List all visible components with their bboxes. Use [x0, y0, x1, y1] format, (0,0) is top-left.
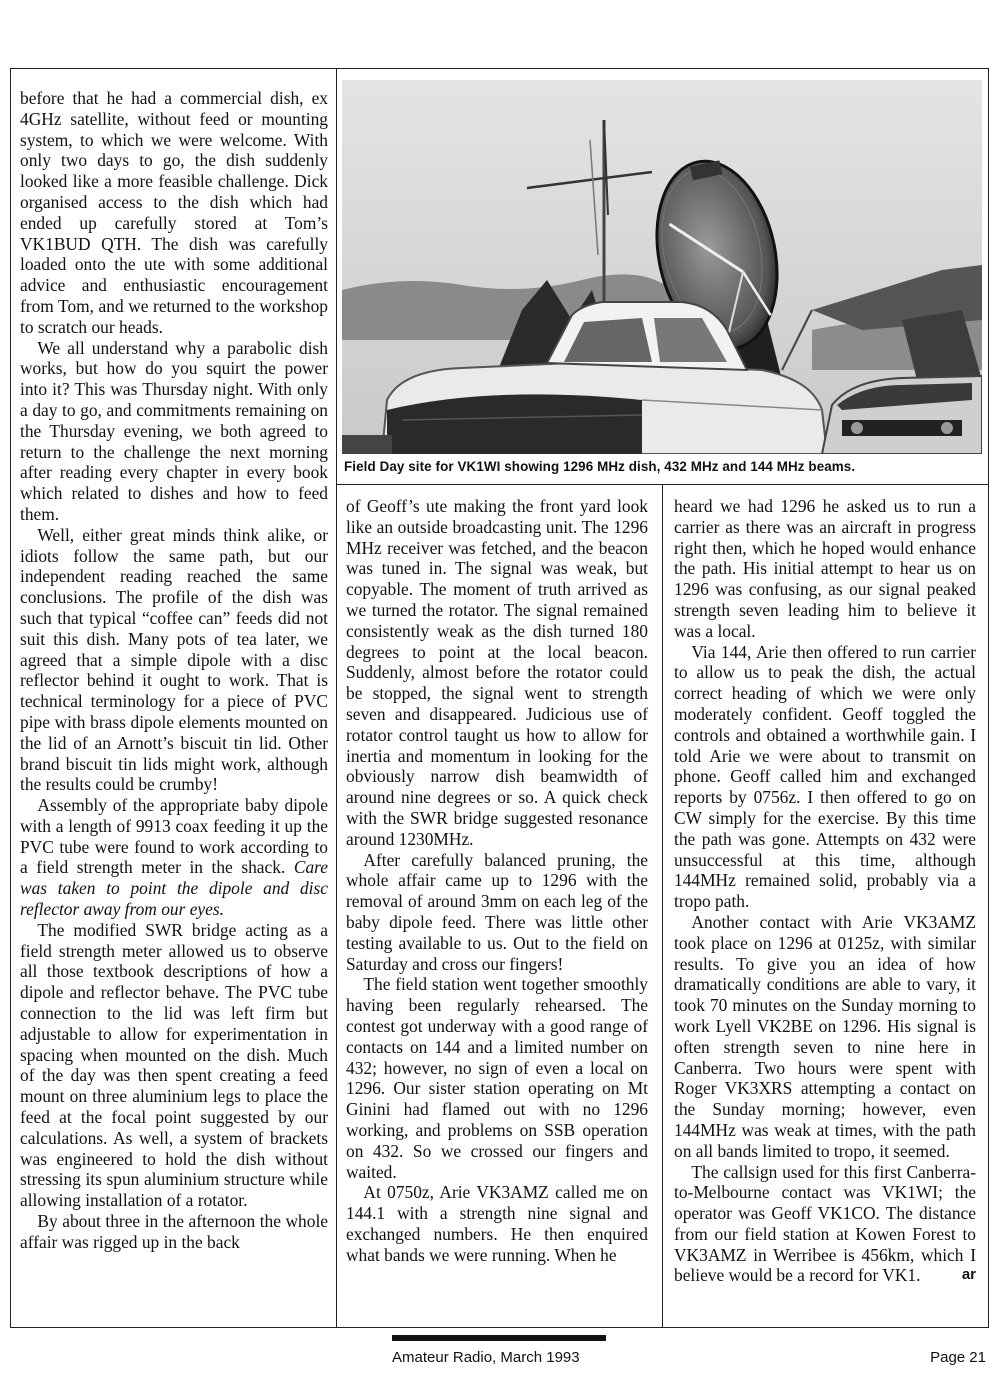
- article-column-3: [674, 496, 976, 1286]
- field-day-photo-illustration: [342, 80, 982, 454]
- col2-paragraph-1: of Geoff’s ute making the front yard look like an outside broadcasting unit. The 1296 MHz receiver was fetched, and the beacon was tuned in. The signal was weak, but copyable. The moment of truth arrived as we turned the rotator. The signal remained consistently weak as the dish turned 180 degrees to point at the local beacon. Suddenly, almost before the rotator could be stopped, the signal went to strength seven and disappeared. Judicious use of rotator control taught us how to allow for inertia and momentum in looking for the obviously narrow dish beamwidth of around nine degrees or so. A quick check with the SWR bridge suggested resonance around 1230MHz.: [346, 496, 648, 849]
- col1-paragraph-4: [20, 795, 328, 920]
- footer-bar: [392, 1335, 606, 1341]
- field-day-photo: [342, 80, 982, 454]
- page-number: Page 21: [930, 1349, 986, 1366]
- article-signoff: ar: [961, 1266, 976, 1284]
- col3-paragraph-4-text: The callsign used for this first Canberra-to-Melbourne contact was VK1WI; the operator was Geoff VK1CO. The distance from our field station at Kowen Forest to VK3AMZ in Werribee is 456km, which I believe would be a record for VK1.: [674, 1161, 976, 1286]
- col2-paragraph-4: At 0750z, Arie VK3AMZ called me on 144.1 with a strength nine signal and exchanged numbers. He then enquired what bands we were running. When he: [346, 1182, 648, 1265]
- col1-paragraph-1: before that he had a commercial dish, ex 4GHz satellite, without feed or mounting system, to which we were welcome. With only two days to go, the dish suddenly looked like a more feasible challenge. Dick organised access to the dish which had ended up carefully stored at Tom’s VK1BUD QTH. The dish was carefully loaded onto the ute with some additional advice and enthusiastic encouragement from Tom, and we returned to the workshop to scratch our heads.: [20, 88, 328, 337]
- safety-note: Care was taken to point the dipole and disc reflector away from our eyes.: [20, 857, 328, 920]
- photo-caption: Field Day site for VK1WI showing 1296 MHz dish, 432 MHz and 144 MHz beams.: [344, 459, 856, 474]
- col1-paragraph-5: The modified SWR bridge acting as a field strength meter allowed us to observe all those textbook descriptions of how a dipole and reflector behave. The PVC tube connection to the lid was left firm but adjustable to allow for experimentation in spacing when mounted on the dish. Much of the day was then spent creating a feed mount on three aluminium legs to place the feed at the focal point suggested by our calculations. As well, a system of brackets was engineered to hold the dish without stressing its spun aluminium structure while allowing installation of a rotator.: [20, 919, 328, 1211]
- col3-paragraph-4: [674, 1162, 976, 1287]
- article-column-1: [20, 88, 328, 1253]
- col1-paragraph-4-text: Assembly of the appropriate baby dipole with a length of 9913 coax feeding it up the PVC tube were found to work according to a field strength meter in the shack.: [20, 795, 328, 878]
- column-rule-2: [662, 484, 663, 1328]
- col2-paragraph-2: After carefully balanced pruning, the whole affair came up to 1296 with the removal of around 3mm on each leg of the baby dipole feed. There was little other testing available to us. Out to the field on Saturday and cross our fingers!: [346, 849, 648, 974]
- column-rule-1: [336, 68, 337, 1328]
- col3-paragraph-3: Another contact with Arie VK3AMZ took place on 1296 at 0125z, with similar results. To give you an idea of how dramatically conditions are able to vary, it took 70 minutes on the Sunday morning to work Lyell VK2BE on 1296. His signal is often strength seven to nine here in Canberra. Two hours were spent with Roger VK3XRS attempting a contact on the Sunday morning; however, even 144MHz was weak at times, with the path on all bands limited to tropo, it seemed.: [674, 911, 976, 1161]
- publication-line: Amateur Radio, March 1993: [392, 1349, 580, 1366]
- col3-paragraph-2: Via 144, Arie then offered to run carrier to allow us to peak the dish, the actual correct heading of which we were only moderately confident. Geoff toggled the controls and obtained a worthwhile gain. I told Arie we were about to transmit on phone. Geoff called him and exchanged reports by 0756z. I then offered to go on CW simply for the exercise. By this time the path was gone. Attempts on 432 were unsuccessful at this time, although 144MHz remained solid, probably via a tropo path.: [674, 641, 976, 912]
- col3-paragraph-1: heard we had 1296 he asked us to run a carrier as there was an aircraft in progress right then, which he hoped would enhance the path. His initial attempt to hear us on 1296 was confusing, as our signal peaked strength seven leading him to believe it was a local.: [674, 496, 976, 641]
- col1-paragraph-3: Well, either great minds think alike, or idiots follow the same path, but our independent reading reached the same conclusions. The profile of the dish was such that typical “coffee can” feeds did not suit this dish. Many pots of tea later, we agreed that a simple dipole with a disc reflector behind it ought to work. That is technical terminology for a piece of PVC pipe with brass dipole elements mounted on the lid of an Arnott’s biscuit tin lid. Other brand biscuit tin lids might work, although the results could be crumby!: [20, 524, 328, 795]
- col1-paragraph-2: We all understand why a parabolic dish works, but how do you squirt the power into it? This was Thursday night. With only a day to go, and commitments remaining on the Thursday evening, we both agreed to return to the challenge the next morning after reading every chapter in every book which related to dishes and how to feed them.: [20, 337, 328, 524]
- col2-paragraph-3: The field station went together smoothly having been regularly rehearsed. The contest got underway with a good range of contacts on 144 and a limited number on 432; however, no sign of even a local on 1296. Our sister station operating on Mt Ginini had flamed out with no 1296 working, and problems on SSB operation on 432. So we crossed our fingers and waited.: [346, 974, 648, 1182]
- col1-paragraph-6: By about three in the afternoon the whole affair was rigged up in the back: [20, 1211, 328, 1252]
- article-column-2: [346, 496, 648, 1265]
